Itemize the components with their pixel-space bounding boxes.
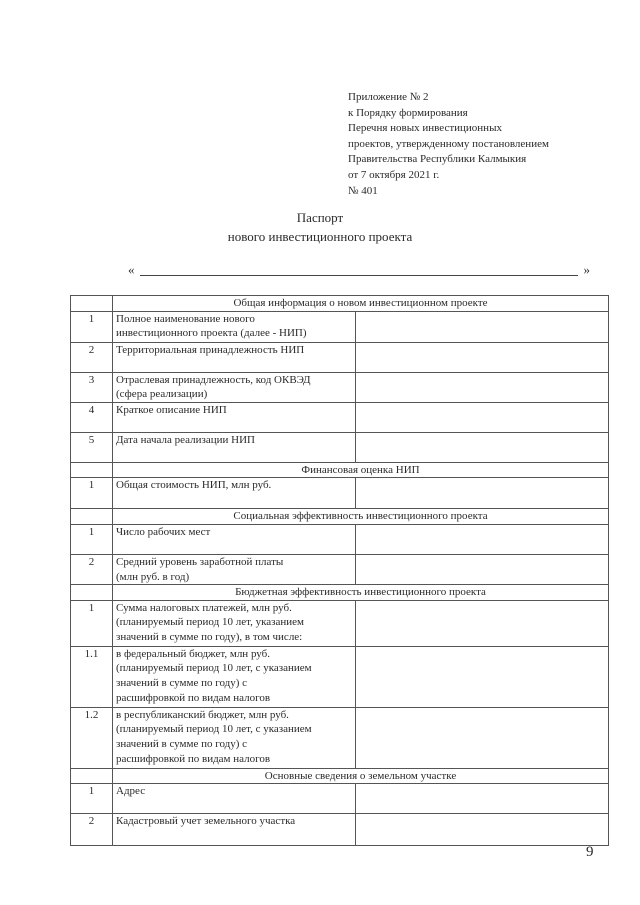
appendix-line: от 7 октября 2021 г. — [348, 168, 440, 181]
table-row — [71, 478, 609, 509]
row-label-line: Отраслевая принадлежность, код ОКВЭД — [116, 373, 311, 386]
row-label: Число рабочих мест — [113, 524, 356, 554]
row-number: 3 — [71, 372, 113, 402]
table-row — [71, 646, 609, 707]
row-number: 1 — [71, 524, 113, 554]
row-label — [113, 554, 356, 584]
row-number: 5 — [71, 432, 113, 462]
section-header-budget — [71, 585, 609, 601]
row-label-line: Средний уровень заработной платы — [116, 555, 284, 568]
appendix-line: к Порядку формирования — [348, 106, 468, 119]
appendix-line: № 401 — [348, 184, 378, 197]
row-number: 1.2 — [71, 707, 113, 768]
value-cell[interactable] — [356, 402, 609, 432]
value-cell[interactable] — [356, 814, 609, 846]
value-cell[interactable] — [356, 707, 609, 768]
row-label-line: инвестиционного проекта (далее - НИП) — [116, 327, 307, 340]
row-label: Адрес — [113, 784, 356, 814]
section-heading: Социальная эффективность инвестиционного проекта — [113, 509, 609, 525]
table-row — [71, 524, 609, 554]
value-cell[interactable] — [356, 342, 609, 372]
page-number: 9 — [586, 844, 594, 860]
table-row — [71, 372, 609, 402]
row-number: 2 — [71, 814, 113, 846]
value-cell[interactable] — [356, 478, 609, 509]
appendix-line: Перечня новых инвестиционных — [348, 122, 502, 135]
table-row — [71, 600, 609, 646]
row-number: 1.1 — [71, 646, 113, 707]
row-number: 1 — [71, 600, 113, 646]
row-number: 1 — [71, 784, 113, 814]
row-label — [113, 372, 356, 402]
row-label-line: расшифровкой по видам налогов — [116, 752, 271, 765]
document-title: Паспорт — [296, 210, 344, 225]
table-row — [71, 554, 609, 584]
table-cell — [71, 509, 113, 525]
row-label-line: (планируемый период 10 лет, с указанием — [116, 662, 312, 675]
row-label — [113, 600, 356, 646]
section-heading: Основные сведения о земельном участке — [113, 768, 609, 784]
row-label-line: (планируемый период 10 лет, с указанием — [116, 723, 312, 736]
section-heading: Финансовая оценка НИП — [113, 462, 609, 478]
row-number: 2 — [71, 342, 113, 372]
value-cell[interactable] — [356, 311, 609, 342]
row-label-line: Сумма налоговых платежей, млн руб. — [116, 601, 292, 614]
table-cell — [71, 462, 113, 478]
project-name-blank — [128, 262, 590, 276]
row-label: Общая стоимость НИП, млн руб. — [113, 478, 356, 509]
table-cell — [71, 585, 113, 601]
row-label-line: значений в сумме по году) с — [116, 676, 248, 689]
row-number: 1 — [71, 311, 113, 342]
blank-line — [140, 275, 578, 276]
row-label-line: в республиканский бюджет, млн руб. — [116, 708, 289, 721]
row-label-line: (млн руб. в год) — [116, 570, 190, 583]
value-cell[interactable] — [356, 372, 609, 402]
row-label-line: расшифровкой по видам налогов — [116, 691, 271, 704]
table-row — [71, 784, 609, 814]
table-row — [71, 311, 609, 342]
value-cell[interactable] — [356, 600, 609, 646]
value-cell[interactable] — [356, 554, 609, 584]
appendix-line: проектов, утвержденному постановлением — [348, 137, 549, 150]
section-header-social — [71, 509, 609, 525]
row-label-line: в федеральный бюджет, млн руб. — [116, 647, 270, 660]
table-row — [71, 432, 609, 462]
passport-table — [70, 295, 609, 846]
table-row — [71, 402, 609, 432]
row-number: 4 — [71, 402, 113, 432]
section-header-general — [71, 296, 609, 312]
table-row — [71, 707, 609, 768]
value-cell[interactable] — [356, 646, 609, 707]
row-label-line: (сфера реализации) — [116, 388, 208, 401]
section-heading: Общая информация о новом инвестиционном проекте — [113, 296, 609, 312]
appendix-block — [348, 90, 549, 199]
section-header-financial — [71, 462, 609, 478]
row-number: 2 — [71, 554, 113, 584]
appendix-line: Правительства Республики Калмыкия — [348, 153, 527, 166]
value-cell[interactable] — [356, 432, 609, 462]
section-heading: Бюджетная эффективность инвестиционного проекта — [113, 585, 609, 601]
value-cell[interactable] — [356, 524, 609, 554]
row-label-line: значений в сумме по году) с — [116, 737, 248, 750]
appendix-line: Приложение № 2 — [348, 91, 429, 103]
row-label — [113, 707, 356, 768]
row-label-line: значений в сумме по году), в том числе: — [116, 630, 303, 643]
table-row — [71, 814, 609, 846]
section-header-land — [71, 768, 609, 784]
document-subtitle: нового инвестиционного проекта — [227, 229, 413, 244]
row-label-line: (планируемый период 10 лет, указанием — [116, 616, 304, 629]
table-cell — [71, 768, 113, 784]
row-number: 1 — [71, 478, 113, 509]
table-cell — [71, 296, 113, 312]
value-cell[interactable] — [356, 784, 609, 814]
close-quote: » — [583, 262, 590, 277]
table-row — [71, 342, 609, 372]
row-label — [113, 646, 356, 707]
open-quote: « — [128, 262, 135, 277]
row-label — [113, 311, 356, 342]
row-label: Территориальная принадлежность НИП — [113, 342, 356, 372]
row-label: Краткое описание НИП — [113, 402, 356, 432]
row-label: Дата начала реализации НИП — [113, 432, 356, 462]
row-label-line: Полное наименование нового — [116, 312, 255, 325]
row-label: Кадастровый учет земельного участка — [113, 814, 356, 846]
